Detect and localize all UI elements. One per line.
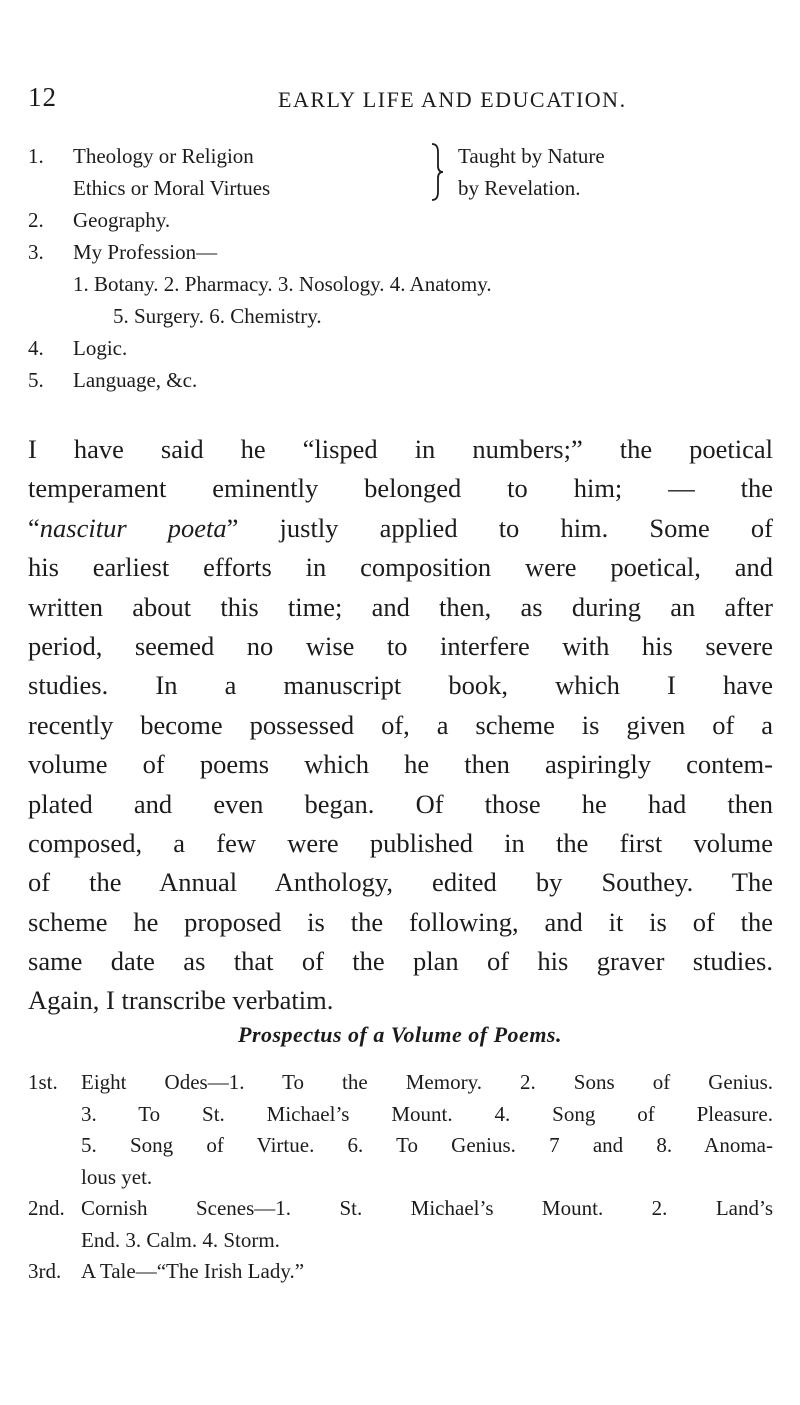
page-header [28, 82, 768, 122]
text-line: volume of poems which he then aspiringly contem- [28, 749, 773, 780]
list-item [28, 1256, 773, 1288]
text-line: I have said he “lisped in numbers;” the poetical [28, 434, 773, 464]
text-line: scheme he proposed is the following, and it is of the [28, 906, 773, 937]
prospectus-list [28, 1067, 773, 1288]
running-head: EARLY LIFE AND EDUCATION. [278, 87, 627, 112]
brace-note: Taught by Nature [458, 144, 605, 168]
list-item [28, 300, 778, 332]
list-text: Language, &c. [73, 368, 198, 392]
text-line: recently become possessed of, a scheme is given of a [28, 709, 773, 740]
list-item [28, 140, 778, 172]
brace-note: by Revelation. [458, 176, 581, 200]
list-number: 2nd. [28, 1196, 65, 1220]
list-text: 5. Song of Virtue. 6. To Genius. 7 and 8. Anoma- [81, 1133, 773, 1157]
list-item [28, 1225, 773, 1257]
list-number: 3rd. [28, 1259, 62, 1283]
list-item [28, 268, 778, 300]
latin-phrase: nascitur poeta [39, 512, 227, 543]
list-number: 1. [28, 144, 44, 168]
list-number: 5. [28, 368, 44, 392]
prospectus-title: Prospectus of a Volume of Poems. [238, 1022, 562, 1047]
list-text: Geography. [73, 208, 171, 232]
list-item [28, 172, 778, 204]
list-number: 1st. [28, 1070, 58, 1094]
text-line: same date as that of the plan of his graver studies. [28, 946, 773, 977]
list-text: Logic. [73, 336, 128, 360]
list-text: Eight Odes—1. To the Memory. 2. Sons of Genius. [81, 1070, 773, 1094]
text-line: composed, a few were published in the first volume [28, 827, 773, 858]
list-text: End. 3. Calm. 4. Storm. [81, 1227, 280, 1252]
page-number: 12 [28, 82, 57, 112]
sublist-text: 1. Botany. 2. Pharmacy. 3. Nosology. 4. Anatomy. [73, 272, 492, 296]
text-line [28, 509, 773, 548]
text-line: written about this time; and then, as during an after [28, 591, 773, 622]
list-item [28, 1099, 773, 1131]
text-line: temperament eminently belonged to him; — the [28, 473, 773, 504]
sublist-text: 5. Surgery. 6. Chemistry. [113, 304, 322, 328]
quote-open: “ [28, 512, 40, 543]
text-line: plated and even began. Of those he had then [28, 788, 773, 819]
text-line: studies. In a manuscript book, which I have [28, 670, 773, 701]
list-item [28, 236, 778, 268]
list-text: 3. To St. Michael’s Mount. 4. Song of Pleasure. [81, 1101, 773, 1126]
list-text: Cornish Scenes—1. St. Michael’s Mount. 2. Land’s [81, 1196, 773, 1220]
text-fragment: ” justly applied to him. Some of [226, 512, 773, 543]
list-item [28, 1067, 773, 1099]
text-line: his earliest efforts in composition were poetical, and [28, 552, 773, 583]
text-line: Again, I transcribe verbatim. [28, 985, 334, 1016]
list-text: Theology or Religion [73, 144, 254, 168]
text-line: of the Annual Anthology, edited by Southey. The [28, 867, 773, 898]
list-text: lous yet. [81, 1164, 153, 1189]
list-text: Ethics or Moral Virtues [73, 176, 271, 200]
list-item [28, 204, 778, 236]
list-number: 2. [28, 208, 44, 232]
list-text: My Profession— [73, 240, 218, 264]
subjects-list [28, 140, 778, 396]
list-item [28, 364, 778, 396]
list-item [28, 1130, 773, 1162]
body-paragraph [28, 430, 773, 1021]
list-number: 3. [28, 240, 44, 264]
list-text: A Tale—“The Irish Lady.” [81, 1259, 305, 1283]
text-line: period, seemed no wise to interfere with his severe [28, 630, 773, 661]
list-item [28, 1193, 773, 1225]
list-item [28, 1162, 773, 1194]
list-item [28, 332, 778, 364]
list-number: 4. [28, 336, 44, 360]
